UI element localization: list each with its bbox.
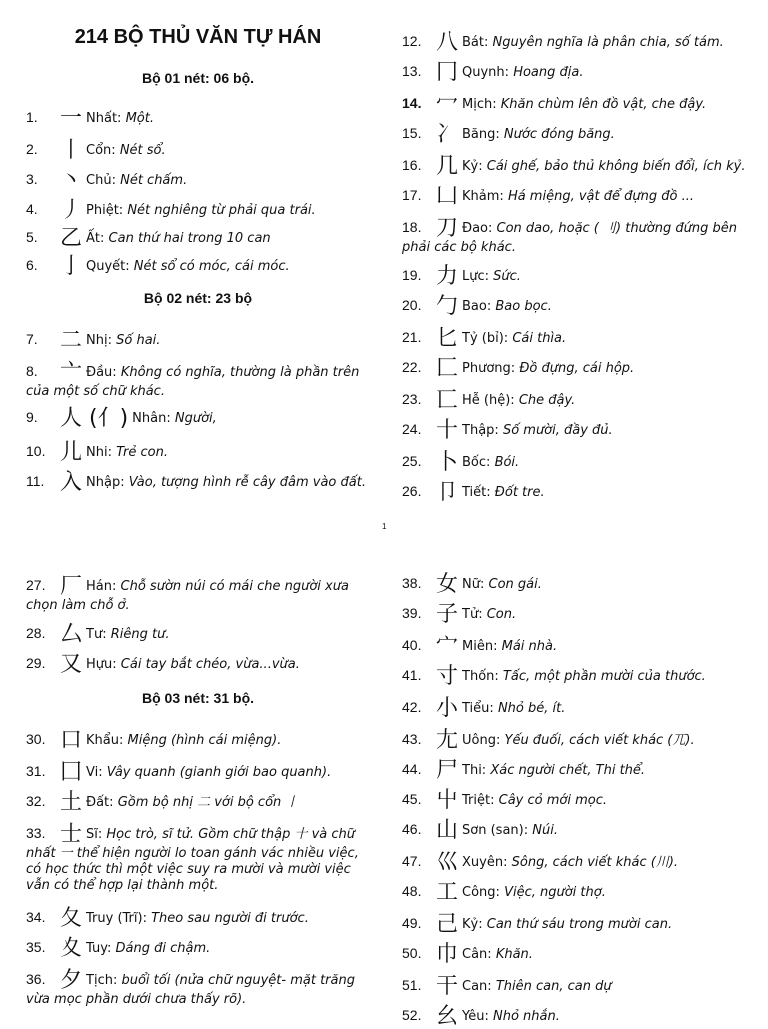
radical-entry (26, 442, 370, 464)
radical-glyph: 巾 (436, 942, 459, 967)
radical-entry (26, 908, 370, 930)
radical-name: Băng: (462, 127, 500, 142)
radical-glyph: 尸 (436, 758, 459, 783)
radical-entry (26, 330, 370, 352)
radical-number: 43. (402, 731, 422, 747)
radical-glyph: 丨 (60, 138, 83, 163)
radical-meaning: Há miệng, vật để đựng đồ ... (507, 189, 694, 204)
radical-glyph: 冖 (436, 92, 459, 117)
radical-number: 50. (402, 945, 422, 961)
radical-meaning: Che đậy. (518, 393, 576, 408)
radical-name: Nhị: (86, 333, 112, 348)
radical-meaning: Can thứ hai trong 10 can (108, 231, 271, 246)
radical-meaning: Cái thìa. (512, 331, 567, 346)
radical-glyph: 又 (60, 652, 83, 677)
radical-name: Sĩ: (86, 827, 103, 842)
radical-meaning: Mái nhà. (501, 639, 558, 654)
radical-name: Tiết: (462, 485, 491, 500)
radical-meaning: Hoang địa. (513, 65, 584, 80)
radical-entry (402, 698, 748, 720)
radical-number: 36. (26, 971, 46, 987)
radical-glyph: 夂 (60, 906, 83, 931)
radical-name: Tư: (86, 627, 107, 642)
radical-entry (26, 824, 370, 894)
radical-entry (26, 970, 370, 1008)
radical-number: 2. (26, 141, 38, 157)
radical-meaning: Thiên can, can dự (495, 979, 612, 994)
radical-name: Vi: (86, 765, 103, 780)
radical-meaning: Chỗ sườn núi có mái che người xưa chọn làm chỗ ở. (26, 579, 349, 613)
radical-entry (402, 266, 748, 288)
radical-meaning: buổi tối (nửa chữ nguyệt- mặt trăng vừa mọc phần dưới chưa thấy rõ). (26, 973, 355, 1007)
radical-name: Thốn: (462, 669, 499, 684)
radical-number: 9. (26, 409, 38, 425)
radical-glyph: 匸 (436, 388, 459, 413)
radical-glyph: 匕 (436, 326, 459, 351)
radical-meaning: Dáng đi chậm. (115, 941, 211, 956)
radical-glyph: 土 (60, 790, 83, 815)
radical-number: 3. (26, 171, 38, 187)
radical-number: 10. (26, 443, 46, 459)
radical-meaning: Một. (125, 111, 154, 126)
radical-name: Triệt: (462, 793, 495, 808)
radical-number: 41. (402, 667, 422, 683)
radical-glyph: 冂 (436, 60, 459, 85)
radical-number: 32. (26, 793, 46, 809)
radical-glyph: 山 (436, 818, 459, 843)
radical-glyph: 囗 (60, 760, 83, 785)
radical-entry (402, 358, 748, 380)
radical-name: Cổn: (86, 143, 116, 158)
radical-name: Khảm: (462, 189, 504, 204)
radical-glyph: 宀 (436, 634, 459, 659)
radical-entry (26, 140, 370, 162)
radical-entry (402, 636, 748, 658)
radical-entry (26, 792, 370, 814)
radical-entry (402, 976, 748, 998)
radical-entry (402, 32, 748, 54)
radical-number: 6. (26, 257, 38, 273)
page-number: 1 (382, 522, 387, 531)
radical-number: 22. (402, 359, 422, 375)
radical-glyph: 丶 (60, 168, 83, 193)
radical-glyph: 夊 (60, 936, 83, 961)
radical-entry (402, 760, 748, 782)
radical-name: Tỷ (bỉ): (462, 331, 509, 346)
radical-number: 24. (402, 421, 422, 437)
radical-entry (402, 730, 748, 752)
radical-entry (26, 228, 370, 250)
radical-meaning: Nguyên nghĩa là phân chia, số tám. (492, 35, 724, 50)
radical-glyph: 凵 (436, 184, 459, 209)
radical-number: 48. (402, 883, 422, 899)
radical-meaning: Vào, tượng hình rễ cây đâm vào đất. (128, 475, 366, 490)
radical-meaning: Cái ghế, bảo thủ không biến đổi, ích kỷ. (486, 159, 746, 174)
radical-number: 7. (26, 331, 38, 347)
radical-glyph: 匚 (436, 356, 459, 381)
radical-name: Nhân: (132, 411, 171, 426)
radical-meaning: Cái tay bắt chéo, vừa...vừa. (120, 657, 300, 672)
radical-glyph: 小 (436, 696, 459, 721)
radical-meaning: Gồm bộ nhị 二 với bộ cổn 丨 (117, 795, 299, 810)
radical-name: Cân: (462, 947, 492, 962)
radical-name: Đất: (86, 795, 114, 810)
radical-number: 44. (402, 761, 422, 777)
radical-meaning: Nét sổ. (119, 143, 166, 158)
radical-entry (26, 576, 370, 614)
radical-number: 40. (402, 637, 422, 653)
radical-entry (402, 944, 748, 966)
page-title: 214 BỘ THỦ VĂN TỰ HÁN (74, 26, 322, 48)
radical-number: 12. (402, 33, 422, 49)
radical-name: Nhất: (86, 111, 122, 126)
radical-entry (402, 482, 748, 504)
radical-meaning: Cây cỏ mới mọc. (498, 793, 607, 808)
radical-glyph: 力 (436, 264, 459, 289)
radical-name: Mịch: (462, 97, 497, 112)
radical-meaning: Xác người chết, Thi thể. (490, 763, 646, 778)
radical-name: Kỷ: (462, 159, 483, 174)
radical-entry (402, 420, 748, 442)
radical-glyph: 屮 (436, 788, 459, 813)
radical-meaning: Bao bọc. (495, 299, 552, 314)
radical-name: Miên: (462, 639, 498, 654)
radical-name: Đao: (462, 221, 493, 236)
radical-number: 21. (402, 329, 422, 345)
radical-number: 20. (402, 297, 422, 313)
radical-name: Bốc: (462, 455, 491, 470)
radical-number: 15. (402, 125, 422, 141)
radical-glyph: 八 (436, 30, 459, 55)
radical-number: 49. (402, 915, 422, 931)
radical-meaning: Nước đóng băng. (503, 127, 615, 142)
radical-meaning: Bói. (494, 455, 520, 470)
radical-name: Yêu: (462, 1009, 489, 1024)
radical-entry (402, 452, 748, 474)
radical-meaning: Con dao, hoặc ( 刂) thường đứng bên phải các bộ khác. (402, 221, 737, 255)
radical-glyph: 亠 (60, 360, 83, 385)
radical-entry (26, 256, 370, 278)
radical-meaning: Yếu đuối, cách viết khác (兀). (504, 733, 695, 748)
radical-meaning: Núi. (532, 823, 558, 838)
radical-name: Thập: (462, 423, 499, 438)
radical-entry (402, 666, 748, 688)
radical-name: Kỷ: (462, 917, 483, 932)
radical-glyph: 二 (60, 328, 83, 353)
radical-number: 45. (402, 791, 422, 807)
radical-meaning: Can thứ sáu trong mười can. (486, 917, 673, 932)
radical-entry (26, 200, 370, 222)
radical-name: Khẩu: (86, 733, 124, 748)
radical-entry (26, 108, 370, 130)
section-heading-1-stroke: Bộ 01 nét: 06 bộ. (141, 70, 255, 86)
radical-number: 17. (402, 187, 422, 203)
radical-glyph: 女 (436, 572, 459, 597)
radical-number: 27. (26, 577, 46, 593)
radical-name: Hễ (hệ): (462, 393, 515, 408)
radical-glyph: 刀 (436, 216, 459, 241)
radical-number: 51. (402, 977, 422, 993)
radical-meaning: Học trò, sĩ tử. Gồm chữ thập 十 và chữ nhất 一 thể hiện người lo toan gánh vác nhiều việc, có học thức thì một việc suy ra mười và mười việc vẫn có thể hợp lại thành một. (26, 827, 359, 893)
radical-number: 11. (26, 473, 45, 489)
radical-glyph: 厂 (60, 574, 83, 599)
radical-name: Ất: (86, 231, 105, 246)
radical-entry (402, 604, 748, 626)
radical-name: Sơn (san): (462, 823, 529, 838)
radical-entry (402, 296, 748, 318)
radical-glyph: 子 (436, 602, 459, 627)
radical-name: Tiểu: (462, 701, 494, 716)
radical-glyph: 亅 (60, 254, 83, 279)
radical-glyph: 勹 (436, 294, 459, 319)
radical-meaning: Con. (486, 607, 517, 622)
radical-meaning: Sông, cách viết khác (川). (511, 855, 679, 870)
radical-entry (402, 156, 748, 178)
radical-glyph: 士 (60, 822, 83, 847)
radical-number: 14. (402, 95, 422, 111)
radical-name: Lực: (462, 269, 490, 284)
radical-name: Công: (462, 885, 500, 900)
radical-entry (402, 852, 748, 874)
radical-glyph: 乙 (60, 226, 83, 251)
radical-name: Hán: (86, 579, 117, 594)
radical-entry (26, 170, 370, 192)
radical-number: 35. (26, 939, 46, 955)
radical-meaning: Không có nghĩa, thường là phần trên của một số chữ khác. (26, 365, 360, 399)
radical-glyph: 入 (60, 470, 83, 495)
radical-entry (402, 574, 748, 596)
radical-glyph: 一 (60, 106, 83, 131)
radical-number: 26. (402, 483, 422, 499)
radical-meaning: Riêng tư. (110, 627, 170, 642)
radical-meaning: Con gái. (488, 577, 542, 592)
radical-number: 29. (26, 655, 46, 671)
radical-entry (402, 820, 748, 842)
radical-number: 30. (26, 731, 46, 747)
radical-number: 16. (402, 157, 422, 173)
radical-meaning: Theo sau người đi trước. (151, 911, 309, 926)
radical-name: Uông: (462, 733, 501, 748)
radical-number: 13. (402, 63, 422, 79)
radical-number: 8. (26, 363, 38, 379)
radical-glyph: 儿 (60, 440, 83, 465)
radical-meaning: Việc, người thợ. (504, 885, 606, 900)
radical-name: Tuy: (86, 941, 112, 956)
radical-glyph: 工 (436, 880, 459, 905)
radical-number: 46. (402, 821, 422, 837)
radical-meaning: Tấc, một phần mười của thước. (502, 669, 706, 684)
radical-glyph: 十 (436, 418, 459, 443)
section-heading-2-stroke: Bộ 02 nét: 23 bộ (143, 290, 253, 306)
radical-meaning: Khăn. (495, 947, 533, 962)
radical-glyph: 卩 (436, 480, 459, 505)
radical-name: Nhi: (86, 445, 112, 460)
radical-name: Chủ: (86, 173, 116, 188)
radical-number: 31. (26, 763, 46, 779)
radical-number: 39. (402, 605, 422, 621)
radical-meaning: Khăn chùm lên đồ vật, che đậy. (500, 97, 707, 112)
radical-number: 19. (402, 267, 422, 283)
radical-name: Hựu: (86, 657, 117, 672)
radical-name: Nhập: (86, 475, 125, 490)
radical-glyph: 口 (60, 728, 83, 753)
radical-meaning: Nét sổ có móc, cái móc. (133, 259, 290, 274)
radical-entry (402, 882, 748, 904)
radical-name: Thi: (462, 763, 487, 778)
radical-number: 1. (26, 109, 38, 125)
radical-glyph: 己 (436, 912, 459, 937)
radical-number: 25. (402, 453, 422, 469)
radical-number: 52. (402, 1007, 422, 1023)
radical-entry (402, 914, 748, 936)
radical-name: Tịch: (86, 973, 118, 988)
radical-glyph: 厶 (60, 622, 83, 647)
radical-name: Xuyên: (462, 855, 508, 870)
radical-glyph: 干 (436, 974, 459, 999)
radical-glyph: 寸 (436, 664, 459, 689)
radical-entry (26, 624, 370, 646)
radical-glyph: 幺 (436, 1004, 459, 1029)
radical-entry (402, 790, 748, 812)
radical-glyph: 人 (亻) (60, 406, 129, 431)
radical-meaning: Đốt tre. (494, 485, 545, 500)
radical-entry (26, 472, 370, 494)
radical-entry (402, 186, 748, 208)
radical-name: Quyết: (86, 259, 130, 274)
radical-name: Tử: (462, 607, 483, 622)
radical-glyph: 几 (436, 154, 459, 179)
radical-entry (26, 938, 370, 960)
radical-entry (26, 730, 370, 752)
radical-glyph: 丿 (60, 198, 83, 223)
radical-name: Nữ: (462, 577, 485, 592)
radical-number: 23. (402, 391, 422, 407)
radical-name: Bát: (462, 35, 489, 50)
radical-entry (402, 218, 748, 256)
radical-meaning: Nét nghiêng từ phải qua trái. (127, 203, 316, 218)
radical-meaning: Vây quanh (gianh giới bao quanh). (106, 765, 332, 780)
radical-name: Phiệt: (86, 203, 124, 218)
radical-meaning: Số mười, đầy đủ. (502, 423, 613, 438)
radical-meaning: Sức. (493, 269, 521, 284)
radical-name: Quynh: (462, 65, 510, 80)
radical-number: 38. (402, 575, 422, 591)
radical-entry (26, 362, 370, 400)
radical-meaning: Số hai. (116, 333, 161, 348)
section-heading-3-stroke: Bộ 03 nét: 31 bộ. (141, 690, 255, 706)
radical-entry (402, 62, 748, 84)
radical-meaning: Nhỏ nhắn. (493, 1009, 560, 1024)
radical-number: 42. (402, 699, 422, 715)
radical-number: 34. (26, 909, 46, 925)
radical-name: Truy (Trĩ): (86, 911, 147, 926)
radical-entry (26, 654, 370, 676)
radical-number: 47. (402, 853, 422, 869)
radical-glyph: 冫 (436, 122, 459, 147)
radical-entry (402, 94, 748, 116)
radical-entry (402, 124, 748, 146)
radical-meaning: Người, (174, 411, 217, 426)
radical-glyph: 夕 (60, 968, 83, 993)
radical-entry (402, 328, 748, 350)
radical-glyph: 巛 (436, 850, 459, 875)
radical-number: 4. (26, 201, 38, 217)
radical-glyph: 卜 (436, 450, 459, 475)
radical-entry (402, 390, 748, 412)
radical-number: 33. (26, 825, 46, 841)
radical-name: Bao: (462, 299, 492, 314)
radical-glyph: 尢 (436, 728, 459, 753)
radical-entry (26, 762, 370, 784)
radical-meaning: Đồ đựng, cái hộp. (519, 361, 635, 376)
radical-number: 28. (26, 625, 46, 641)
radical-entry (402, 1006, 748, 1028)
radical-number: 5. (26, 229, 38, 245)
radical-name: Can: (462, 979, 492, 994)
radical-meaning: Nét chấm. (120, 173, 188, 188)
radical-meaning: Nhỏ bé, ít. (497, 701, 566, 716)
radical-name: Phương: (462, 361, 516, 376)
radical-entry (26, 408, 370, 430)
radical-number: 18. (402, 219, 422, 235)
radical-name: Đầu: (86, 365, 117, 380)
radical-meaning: Trẻ con. (116, 445, 169, 460)
radical-meaning: Miệng (hình cái miệng). (127, 733, 282, 748)
